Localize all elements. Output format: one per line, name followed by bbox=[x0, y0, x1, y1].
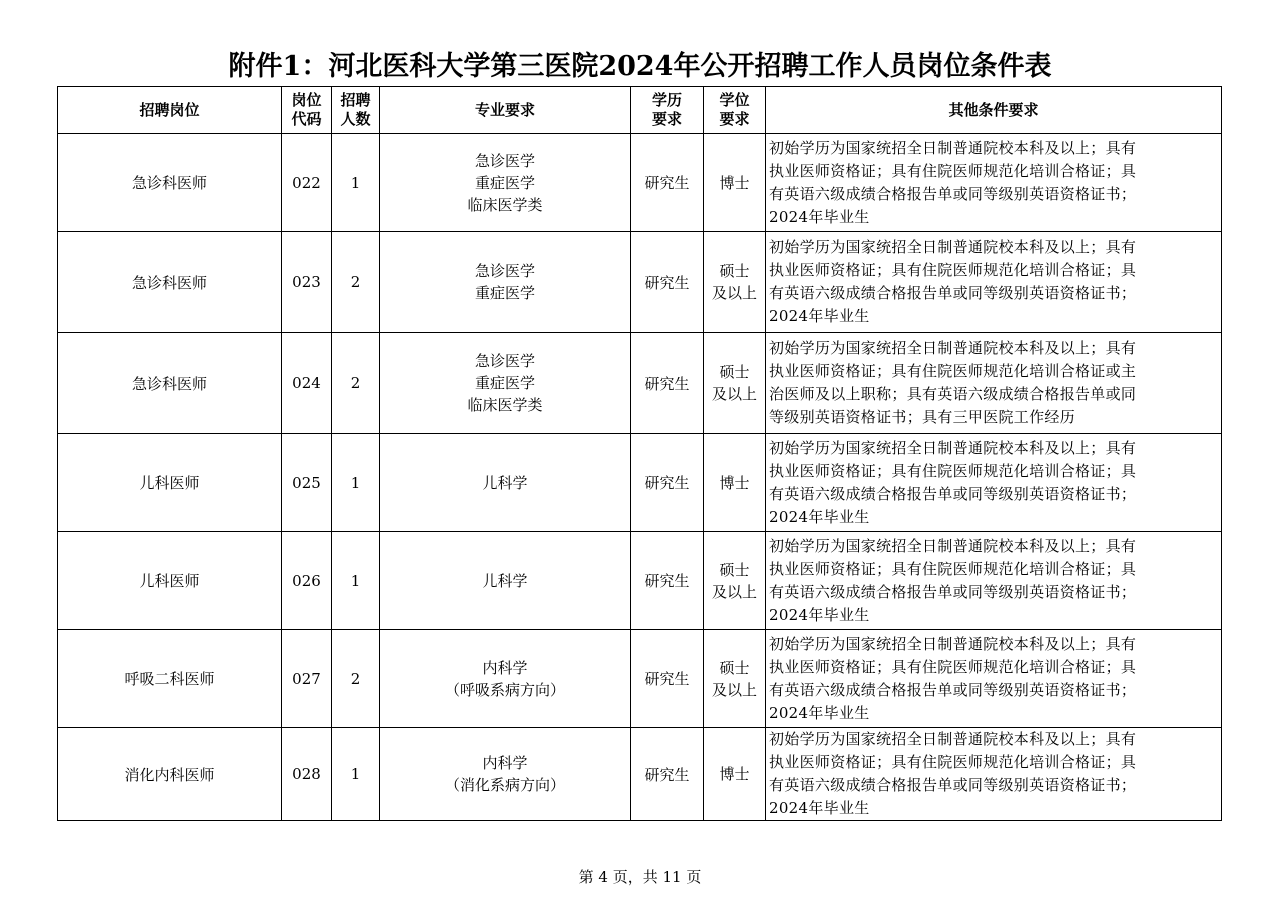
cell-other: 初始学历为国家统招全日制普通院校本科及以上；具有 执业医师资格证；具有住院医师规范化培训合格证；具 有英语六级成绩合格报告单或同等级别英语资格证书； 2024年毕业生 bbox=[766, 630, 1222, 728]
cell-position: 急诊科医师 bbox=[58, 232, 282, 333]
cell-other: 初始学历为国家统招全日制普通院校本科及以上；具有 执业医师资格证；具有住院医师规范化培训合格证；具 有英语六级成绩合格报告单或同等级别英语资格证书； 2024年毕业生 bbox=[766, 134, 1222, 232]
cell-degree: 硕士 及以上 bbox=[704, 532, 766, 630]
cell-major: 儿科学 bbox=[380, 532, 631, 630]
cell-count: 1 bbox=[332, 728, 380, 821]
cell-other: 初始学历为国家统招全日制普通院校本科及以上；具有 执业医师资格证；具有住院医师规范化培训合格证；具 有英语六级成绩合格报告单或同等级别英语资格证书； 2024年毕业生 bbox=[766, 232, 1222, 333]
table-row bbox=[58, 532, 1222, 630]
cell-degree: 博士 bbox=[704, 728, 766, 821]
cell-education: 研究生 bbox=[631, 232, 704, 333]
table-row bbox=[58, 134, 1222, 232]
header-major: 专业要求 bbox=[380, 87, 631, 134]
cell-code: 027 bbox=[282, 630, 332, 728]
cell-position: 急诊科医师 bbox=[58, 134, 282, 232]
cell-major: 急诊医学 重症医学 临床医学类 bbox=[380, 134, 631, 232]
table-row bbox=[58, 728, 1222, 821]
header-position: 招聘岗位 bbox=[58, 87, 282, 134]
header-code: 岗位 代码 bbox=[282, 87, 332, 134]
cell-code: 022 bbox=[282, 134, 332, 232]
cell-count: 2 bbox=[332, 232, 380, 333]
cell-other: 初始学历为国家统招全日制普通院校本科及以上；具有 执业医师资格证；具有住院医师规范化培训合格证；具 有英语六级成绩合格报告单或同等级别英语资格证书； 2024年毕业生 bbox=[766, 434, 1222, 532]
table-row bbox=[58, 232, 1222, 333]
cell-count: 2 bbox=[332, 333, 380, 434]
cell-count: 1 bbox=[332, 532, 380, 630]
cell-position: 急诊科医师 bbox=[58, 333, 282, 434]
cell-code: 023 bbox=[282, 232, 332, 333]
cell-code: 024 bbox=[282, 333, 332, 434]
position-table bbox=[57, 86, 1222, 821]
cell-other: 初始学历为国家统招全日制普通院校本科及以上；具有 执业医师资格证；具有住院医师规范化培训合格证；具 有英语六级成绩合格报告单或同等级别英语资格证书； 2024年毕业生 bbox=[766, 728, 1222, 821]
cell-education: 研究生 bbox=[631, 333, 704, 434]
cell-degree: 博士 bbox=[704, 434, 766, 532]
cell-count: 1 bbox=[332, 434, 380, 532]
document-title: 附件1：河北医科大学第三医院2024年公开招聘工作人员岗位条件表 bbox=[228, 51, 1052, 82]
cell-position: 消化内科医师 bbox=[58, 728, 282, 821]
cell-education: 研究生 bbox=[631, 728, 704, 821]
cell-code: 025 bbox=[282, 434, 332, 532]
cell-education: 研究生 bbox=[631, 630, 704, 728]
cell-major: 急诊医学 重症医学 bbox=[380, 232, 631, 333]
cell-major: 儿科学 bbox=[380, 434, 631, 532]
cell-position: 儿科医师 bbox=[58, 532, 282, 630]
header-education: 学历 要求 bbox=[631, 87, 704, 134]
cell-major: 急诊医学 重症医学 临床医学类 bbox=[380, 333, 631, 434]
table-body bbox=[58, 134, 1222, 821]
table-row bbox=[58, 630, 1222, 728]
cell-degree: 硕士 及以上 bbox=[704, 333, 766, 434]
cell-major: 内科学 （消化系病方向） bbox=[380, 728, 631, 821]
cell-code: 028 bbox=[282, 728, 332, 821]
header-other: 其他条件要求 bbox=[766, 87, 1222, 134]
cell-other: 初始学历为国家统招全日制普通院校本科及以上；具有 执业医师资格证；具有住院医师规范化培训合格证；具 有英语六级成绩合格报告单或同等级别英语资格证书； 2024年毕业生 bbox=[766, 532, 1222, 630]
cell-degree: 硕士 及以上 bbox=[704, 630, 766, 728]
table-row bbox=[58, 333, 1222, 434]
table-row bbox=[58, 434, 1222, 532]
cell-degree: 博士 bbox=[704, 134, 766, 232]
cell-education: 研究生 bbox=[631, 134, 704, 232]
cell-education: 研究生 bbox=[631, 532, 704, 630]
table-header-row bbox=[58, 87, 1222, 134]
page-footer: 第 4 页，共 11 页 bbox=[578, 868, 702, 886]
cell-major: 内科学 （呼吸系病方向） bbox=[380, 630, 631, 728]
cell-other: 初始学历为国家统招全日制普通院校本科及以上；具有 执业医师资格证；具有住院医师规范化培训合格证或主 治医师及以上职称；具有英语六级成绩合格报告单或同 等级别英语资格证书；具有三甲医院工作经历 bbox=[766, 333, 1222, 434]
cell-count: 2 bbox=[332, 630, 380, 728]
cell-code: 026 bbox=[282, 532, 332, 630]
cell-count: 1 bbox=[332, 134, 380, 232]
cell-degree: 硕士 及以上 bbox=[704, 232, 766, 333]
cell-position: 儿科医师 bbox=[58, 434, 282, 532]
cell-position: 呼吸二科医师 bbox=[58, 630, 282, 728]
cell-education: 研究生 bbox=[631, 434, 704, 532]
header-degree: 学位 要求 bbox=[704, 87, 766, 134]
header-count: 招聘 人数 bbox=[332, 87, 380, 134]
